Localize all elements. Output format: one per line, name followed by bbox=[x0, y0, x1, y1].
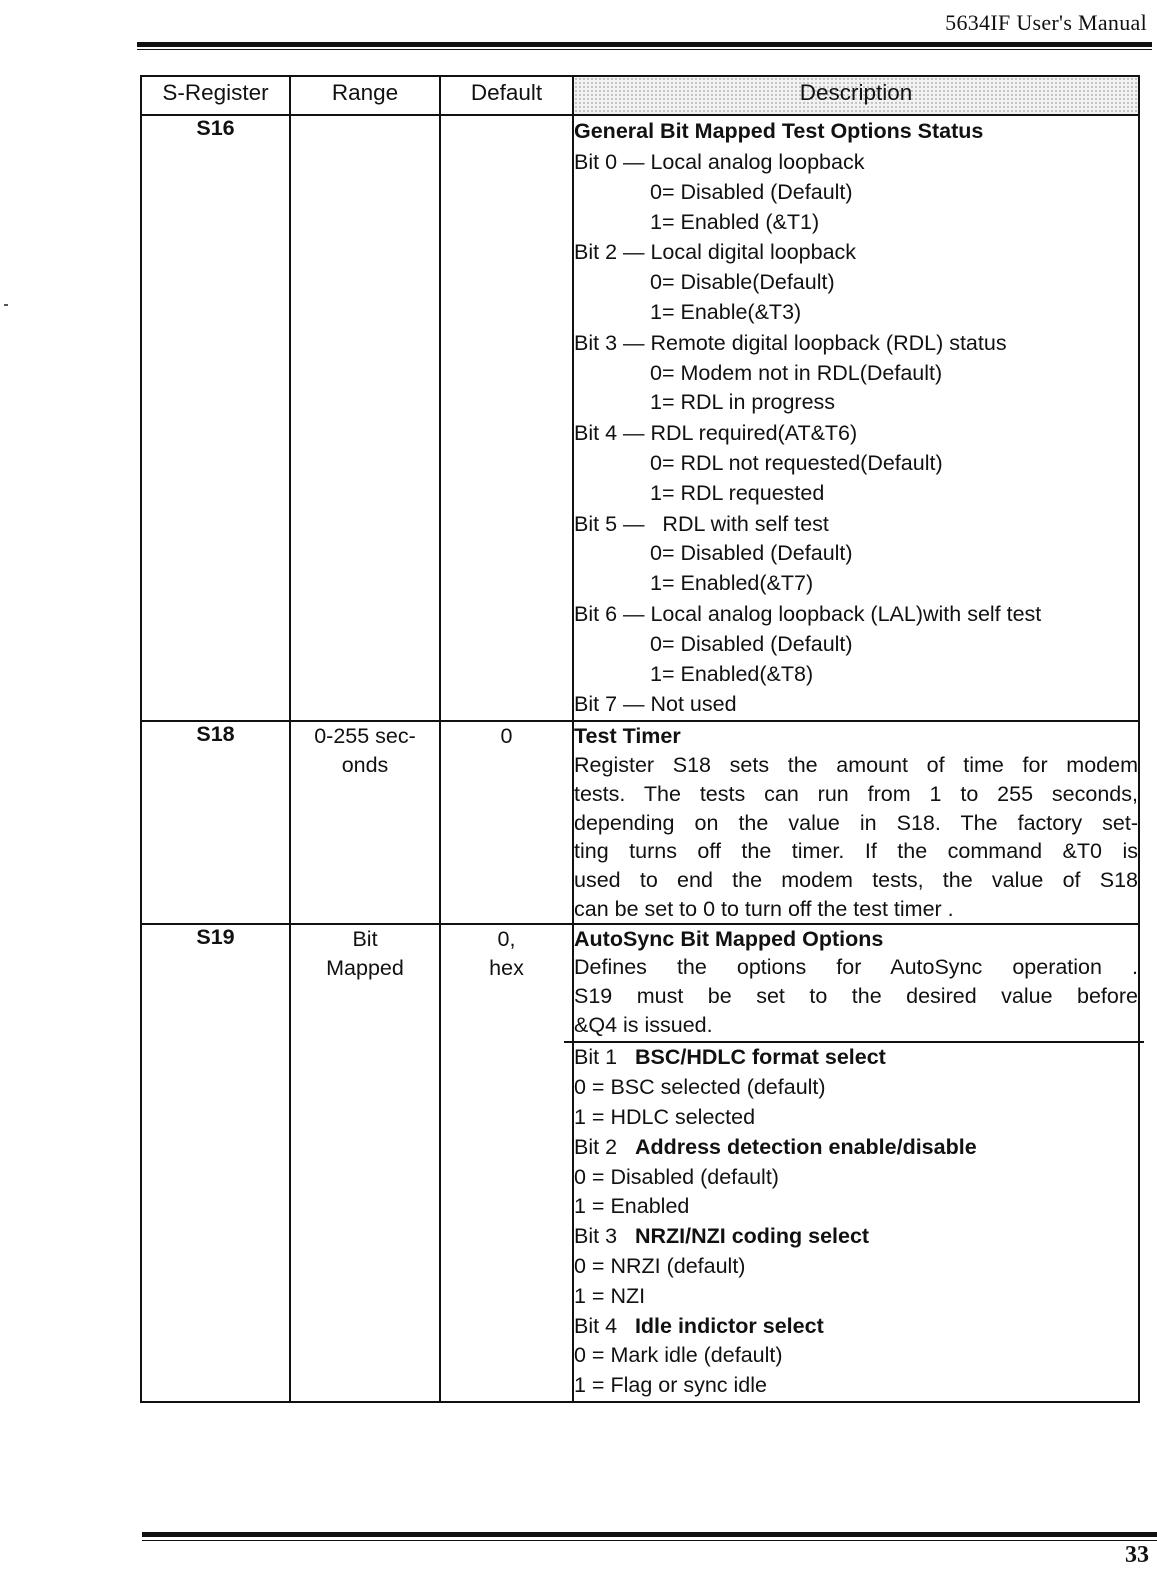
bit-name: NRZI/NZI coding select bbox=[634, 1224, 870, 1249]
range-line: Mapped bbox=[326, 956, 404, 981]
bit-value: 1 = Flag or sync idle bbox=[574, 1373, 767, 1398]
bit-line: Bit 7 — Not used bbox=[574, 692, 737, 717]
paragraph-line: S19 must be set to the desired value before bbox=[574, 984, 1138, 1009]
default-cell: 0 bbox=[440, 721, 573, 924]
table-row-s18 bbox=[141, 721, 1139, 924]
footer-rule bbox=[142, 1532, 1157, 1537]
range-line: onds bbox=[341, 753, 389, 778]
table-row-s16 bbox=[141, 115, 1139, 721]
bit-value: 0= Disabled (Default) bbox=[650, 541, 853, 566]
bit-value: 1 = NZI bbox=[574, 1283, 646, 1308]
footer-rule-thin bbox=[142, 1540, 1157, 1541]
bit-value: 0= RDL not requested(Default) bbox=[650, 450, 943, 475]
register-name: S19 bbox=[141, 924, 290, 1402]
description-paragraph bbox=[574, 751, 1138, 923]
bit-value: 0 = Mark idle (default) bbox=[574, 1343, 783, 1368]
bit-line: Bit 3 — Remote digital loopback (RDL) status bbox=[574, 330, 1007, 355]
header-rule-thin bbox=[137, 49, 1152, 50]
description-title: General Bit Mapped Test Options Status bbox=[574, 119, 984, 143]
bit-name: BSC/HDLC format select bbox=[634, 1045, 886, 1070]
paragraph-line: tests. The tests can run from 1 to 255 seconds, bbox=[574, 781, 1138, 806]
default-cell bbox=[440, 924, 573, 1402]
bit-value: 0 = NRZI (default) bbox=[574, 1254, 746, 1279]
bit-value: 1= Enable(&T3) bbox=[650, 299, 802, 324]
default-line: hex bbox=[489, 956, 524, 981]
register-name: S18 bbox=[141, 721, 290, 924]
bit-line: Bit 4 — RDL required(AT&T6) bbox=[574, 421, 858, 446]
column-header-description: Description bbox=[573, 76, 1139, 115]
default-line: 0, bbox=[497, 927, 516, 952]
range-cell bbox=[290, 115, 440, 721]
register-name: S16 bbox=[141, 115, 290, 721]
paragraph-line: can be set to 0 to turn off the test timer . bbox=[574, 896, 954, 921]
description-title: Test Timer bbox=[574, 724, 681, 749]
bit-value: 0 = BSC selected (default) bbox=[574, 1075, 826, 1100]
page-number: 33 bbox=[1125, 1542, 1149, 1568]
header-rule bbox=[137, 42, 1152, 47]
bit-value: 1 = HDLC selected bbox=[574, 1105, 756, 1130]
scan-mark bbox=[4, 304, 8, 306]
bit-line: Bit 5 — RDL with self test bbox=[574, 511, 829, 536]
bit-line: Bit 0 — Local analog loopback bbox=[574, 150, 865, 174]
bit-line: Bit 6 — Local analog loopback (LAL)with self test bbox=[574, 601, 1042, 626]
default-cell bbox=[440, 115, 573, 721]
description-paragraph bbox=[574, 953, 1138, 1041]
column-header-default: Default bbox=[440, 76, 573, 115]
paragraph-line: ting turns off the timer. If the command &T0 is bbox=[574, 839, 1138, 864]
bit-label: Bit 1 bbox=[574, 1045, 618, 1070]
bit-label: Bit 3 bbox=[574, 1224, 618, 1249]
bit-line: Bit 2 — Local digital loopback bbox=[574, 240, 857, 265]
bit-heading bbox=[574, 1043, 1138, 1073]
s-register-table bbox=[140, 75, 1140, 1403]
description-cell bbox=[573, 115, 1139, 721]
range-cell bbox=[290, 924, 440, 1402]
bit-name: Address detection enable/disable bbox=[634, 1134, 977, 1159]
column-header-register: S-Register bbox=[141, 76, 290, 115]
bit-value: 1= Enabled (&T1) bbox=[650, 209, 820, 234]
range-line: Bit bbox=[352, 927, 378, 952]
bit-label: Bit 4 bbox=[574, 1313, 618, 1338]
bit-value: 0= Disabled (Default) bbox=[650, 631, 853, 656]
bit-value: 1 = Enabled bbox=[574, 1194, 690, 1219]
paragraph-line: depending on the value in S18. The factory set- bbox=[574, 810, 1138, 835]
bit-value: 1= RDL requested bbox=[650, 480, 825, 505]
paragraph-line: Defines the options for AutoSync operation . bbox=[574, 955, 1138, 980]
bit-heading bbox=[574, 1312, 1138, 1342]
table-row-s19 bbox=[141, 924, 1139, 1402]
description-title: AutoSync Bit Mapped Options bbox=[574, 927, 884, 952]
description-cell bbox=[573, 924, 1139, 1402]
bit-value: 0= Modem not in RDL(Default) bbox=[650, 360, 943, 385]
bit-label: Bit 2 bbox=[574, 1134, 618, 1159]
paragraph-line: &Q4 is issued. bbox=[574, 1012, 713, 1037]
bit-heading bbox=[574, 1222, 1138, 1252]
paragraph-line: Register S18 sets the amount of time for modem bbox=[574, 753, 1138, 778]
bit-value: 0= Disable(Default) bbox=[650, 270, 835, 295]
bit-value: 0 = Disabled (default) bbox=[574, 1164, 779, 1189]
bit-value: 1= Enabled(&T7) bbox=[650, 571, 814, 596]
bit-value: 0= Disabled (Default) bbox=[650, 179, 853, 204]
range-cell bbox=[290, 721, 440, 924]
column-header-range: Range bbox=[290, 76, 440, 115]
bit-heading bbox=[574, 1133, 1138, 1163]
bit-options-section bbox=[564, 1041, 1144, 1401]
table-header-row bbox=[141, 76, 1139, 115]
description-cell bbox=[573, 721, 1139, 924]
bit-value: 1= RDL in progress bbox=[650, 390, 836, 415]
manual-header-title: 5634IF User's Manual bbox=[945, 10, 1147, 35]
range-line: 0-255 sec- bbox=[314, 724, 416, 749]
bit-name: Idle indictor select bbox=[634, 1313, 824, 1338]
bit-value: 1= Enabled(&T8) bbox=[650, 661, 814, 686]
paragraph-line: used to end the modem tests, the value of S18 bbox=[574, 867, 1138, 892]
